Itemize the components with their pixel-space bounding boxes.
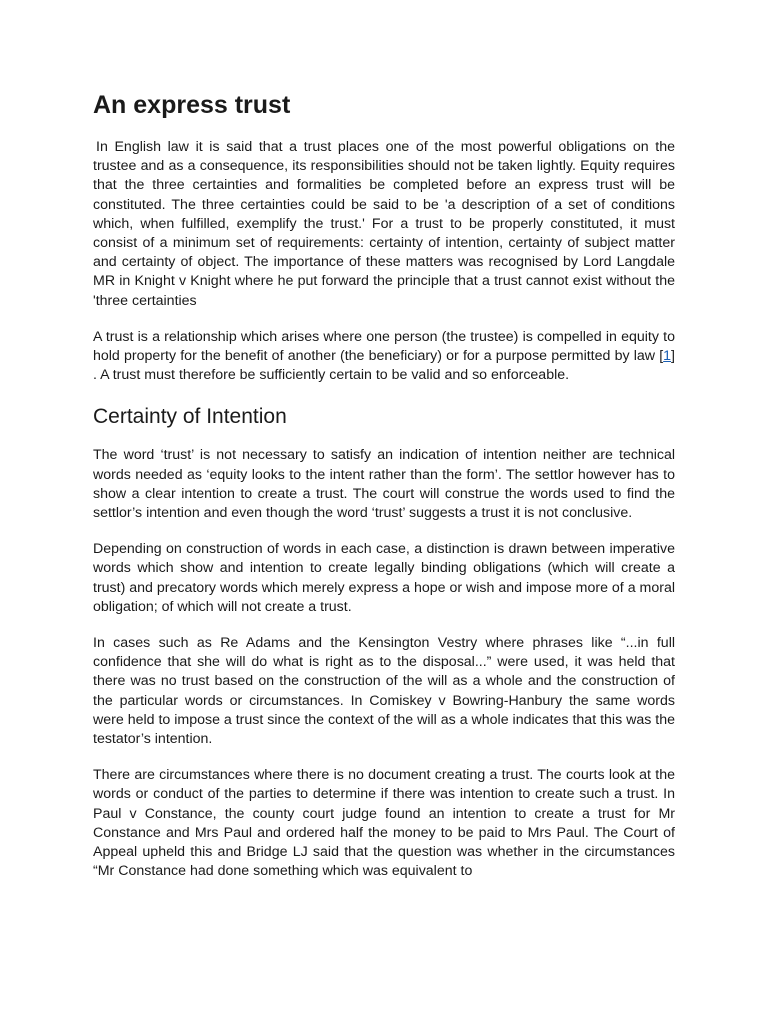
page-title: An express trust [93,91,291,119]
section-paragraph: In cases such as Re Adams and the Kensington Vestry where phrases like “...in full confidence that she will do what is right as to the disposal...” were used, it was held that there was no trust based on the construction of the will as a whole and the construction of the particular words or circumstances. In Comiskey v Bowring-Hanbury the same words were held to impose a trust since the context of the will as a whole indicates that this was the testator’s intention. [93,635,675,748]
definition-paragraph [93,328,675,386]
definition-text-start: A trust is a relationship which arises where one person (the trustee) is compelled in equity to hold property for the benefit of another (the beneficiary) or for a purpose permitted by law [ [93,328,675,365]
definition-text-end: ] . A trust must therefore be sufficiently certain to be valid and so enforceable. [93,348,675,384]
section-heading: Certainty of Intention [93,405,287,429]
section-paragraph: Depending on construction of words in each case, a distinction is drawn between imperative words which show and intention to create legally binding obligations (which will create a trust) and precatory words which merely express a hope or wish and impose more of a moral obligation; of which will not create a trust. [93,541,675,615]
document-page [93,88,675,899]
footnote-link[interactable]: 1 [663,348,672,365]
intro-paragraph: In English law it is said that a trust places one of the most powerful obligations on the trustee and as a consequence, its responsibilities should not be taken lightly. Equity requires that the three certainties and formalities be completed before an express trust will be constituted. The three certainties could be said to be 'a description of a set of conditions which, when fulfilled, exemplify the trust.' For a trust to be properly constituted, it must consist of a minimum set of requirements: certainty of intention, certainty of subject matter and certainty of object. The importance of these matters was recognised by Lord Langdale MR in Knight v Knight where he put forward the principle that a trust cannot exist without the 'three certainties [93,139,675,309]
section-paragraph: There are circumstances where there is no document creating a trust. The courts look at the words or conduct of the parties to determine if there was intention to create such a trust. In Paul v Constance, the county court judge found an intention to create a trust for Mr Constance and Mrs Paul and ordered half the money to be paid to Mrs Paul. The Court of Appeal upheld this and Bridge LJ said that the question was whether in the circumstances “Mr Constance had done something which was equivalent to [93,767,675,880]
section-paragraph: The word ‘trust’ is not necessary to satisfy an indication of intention neither are technical words needed as ‘equity looks to the intent rather than the form’. The settlor however has to show a clear intention to create a trust. The court will construe the words used to find the settlor’s intention and even though the word ‘trust’ suggests a trust it is not conclusive. [93,447,675,522]
